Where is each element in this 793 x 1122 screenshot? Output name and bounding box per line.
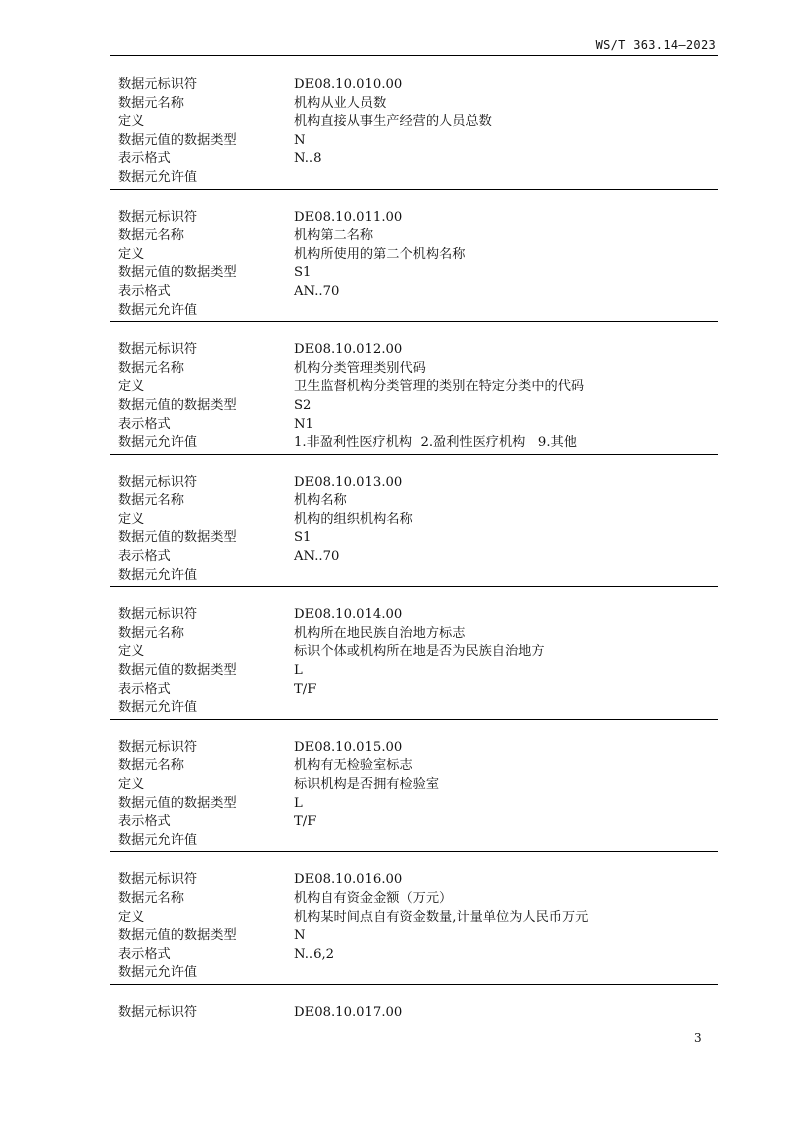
definition-value: 机构的组织机构名称: [294, 511, 413, 527]
datatype-row: [110, 662, 718, 681]
format-row: [110, 548, 718, 567]
identifier-row: [110, 606, 718, 625]
name-row: [110, 227, 718, 246]
datatype-label: 数据元值的数据类型: [118, 795, 237, 811]
name-value: 机构第二名称: [294, 228, 374, 244]
identifier-row: [110, 739, 718, 758]
datatype-value: N: [294, 928, 306, 944]
format-label: 表示格式: [118, 681, 171, 697]
allowed-row: [110, 964, 718, 983]
data-element-block: [110, 1004, 718, 1024]
identifier-value: DE08.10.015.00: [294, 739, 403, 755]
data-element-block: [110, 606, 718, 720]
allowed-label: 数据元允许值: [118, 169, 198, 185]
identifier-row: [110, 474, 718, 493]
name-value: 机构名称: [294, 493, 347, 509]
name-label: 数据元名称: [118, 890, 184, 906]
datatype-row: [110, 264, 718, 283]
format-value: N..8: [294, 151, 322, 167]
definition-label: 定义: [118, 511, 145, 527]
name-label: 数据元名称: [118, 625, 184, 641]
header-standard-code: WS/T 363.14—2023: [595, 38, 716, 52]
datatype-label: 数据元值的数据类型: [118, 530, 237, 546]
datatype-row: [110, 529, 718, 548]
identifier-label: 数据元标识符: [118, 1004, 198, 1020]
allowed-row: [110, 302, 718, 321]
allowed-label: 数据元允许值: [118, 567, 198, 583]
definition-label: 定义: [118, 114, 145, 130]
name-value: 机构自有资金金额（万元）: [294, 890, 453, 906]
identifier-label: 数据元标识符: [118, 872, 198, 888]
definition-row: [110, 909, 718, 928]
definition-value: 机构所使用的第二个机构名称: [294, 246, 466, 262]
format-label: 表示格式: [118, 283, 171, 299]
allowed-label: 数据元允许值: [118, 832, 198, 848]
identifier-value: DE08.10.012.00: [294, 342, 403, 358]
format-value: AN..70: [294, 549, 340, 565]
definition-value: 卫生监督机构分类管理的类别在特定分类中的代码: [294, 379, 585, 395]
allowed-label: 数据元允许值: [118, 965, 198, 981]
format-value: AN..70: [294, 283, 340, 299]
allowed-row: [110, 567, 718, 586]
name-label: 数据元名称: [118, 758, 184, 774]
header-rule: [110, 55, 718, 56]
datatype-value: N: [294, 132, 306, 148]
datatype-value: L: [294, 663, 303, 679]
allowed-value: [294, 567, 718, 586]
identifier-label: 数据元标识符: [118, 342, 198, 358]
data-element-block: [110, 474, 718, 588]
name-label: 数据元名称: [118, 95, 184, 111]
datatype-label: 数据元值的数据类型: [118, 132, 237, 148]
identifier-value: DE08.10.014.00: [294, 607, 403, 623]
name-row: [110, 360, 718, 379]
data-element-block: [110, 871, 718, 985]
name-value: 机构有无检验室标志: [294, 758, 413, 774]
allowed-row: [110, 832, 718, 851]
allowed-value: 1.非盈利性医疗机构 2.盈利性医疗机构 9.其他: [294, 435, 577, 451]
definition-label: 定义: [118, 644, 145, 660]
identifier-value: DE08.10.010.00: [294, 77, 403, 92]
definition-row: [110, 643, 718, 662]
data-element-block: [110, 76, 718, 190]
datatype-row: [110, 795, 718, 814]
identifier-value: DE08.10.016.00: [294, 872, 403, 888]
definition-value: 机构直接从事生产经营的人员总数: [294, 114, 492, 130]
definition-value: 机构某时间点自有资金数量,计量单位为人民币万元: [294, 909, 589, 925]
data-element-block: [110, 209, 718, 323]
allowed-value: [294, 832, 718, 851]
definition-label: 定义: [118, 246, 145, 262]
allowed-label: 数据元允许值: [118, 302, 198, 318]
datatype-label: 数据元值的数据类型: [118, 265, 237, 281]
datatype-row: [110, 397, 718, 416]
format-value: T/F: [294, 681, 317, 697]
name-value: 机构从业人员数: [294, 95, 387, 111]
definition-label: 定义: [118, 777, 145, 792]
name-label: 数据元名称: [118, 493, 184, 509]
allowed-value: [294, 302, 718, 321]
datatype-label: 数据元值的数据类型: [118, 928, 237, 944]
datatype-row: [110, 132, 718, 151]
format-row: [110, 416, 718, 435]
identifier-value: DE08.10.013.00: [294, 474, 403, 490]
allowed-value: [294, 699, 718, 718]
identifier-label: 数据元标识符: [118, 474, 198, 490]
identifier-row: [110, 209, 718, 228]
name-value: 机构所在地民族自治地方标志: [294, 625, 466, 641]
datatype-value: L: [294, 795, 303, 811]
format-value: T/F: [294, 814, 317, 830]
format-label: 表示格式: [118, 151, 171, 167]
name-row: [110, 757, 718, 776]
datatype-value: S1: [294, 530, 312, 546]
definition-label: 定义: [118, 379, 145, 395]
allowed-value: [294, 169, 718, 188]
format-row: [110, 283, 718, 302]
format-label: 表示格式: [118, 946, 171, 962]
format-row: [110, 813, 718, 832]
data-element-block: [110, 341, 718, 455]
datatype-value: S1: [294, 265, 312, 281]
allowed-row: [110, 434, 718, 453]
data-element-list: [110, 76, 718, 1043]
name-row: [110, 492, 718, 511]
name-value: 机构分类管理类别代码: [294, 360, 426, 376]
format-row: [110, 946, 718, 965]
identifier-row: [110, 1004, 718, 1023]
definition-row: [110, 113, 718, 132]
datatype-value: S2: [294, 397, 312, 413]
name-row: [110, 890, 718, 909]
identifier-value: DE08.10.017.00: [294, 1004, 403, 1020]
identifier-label: 数据元标识符: [118, 739, 198, 755]
allowed-label: 数据元允许值: [118, 700, 198, 716]
definition-value: 标识个体或机构所在地是否为民族自治地方: [294, 644, 545, 660]
name-label: 数据元名称: [118, 228, 184, 244]
identifier-row: [110, 76, 718, 95]
identifier-label: 数据元标识符: [118, 209, 198, 225]
name-row: [110, 95, 718, 114]
identifier-row: [110, 871, 718, 890]
definition-row: [110, 378, 718, 397]
definition-row: [110, 246, 718, 265]
definition-label: 定义: [118, 909, 145, 925]
format-value: N..6,2: [294, 946, 335, 962]
identifier-value: DE08.10.011.00: [294, 209, 403, 225]
format-label: 表示格式: [118, 416, 171, 432]
format-value: N1: [294, 416, 314, 432]
format-row: [110, 681, 718, 700]
data-element-block: [110, 739, 718, 853]
definition-row: [110, 511, 718, 530]
identifier-label: 数据元标识符: [118, 77, 198, 92]
datatype-label: 数据元值的数据类型: [118, 663, 237, 679]
datatype-label: 数据元值的数据类型: [118, 397, 237, 413]
datatype-row: [110, 927, 718, 946]
identifier-row: [110, 341, 718, 360]
name-row: [110, 625, 718, 644]
definition-row: [110, 776, 718, 795]
format-label: 表示格式: [118, 814, 171, 830]
definition-value: 标识机构是否拥有检验室: [294, 777, 440, 792]
allowed-value: [294, 964, 718, 983]
allowed-row: [110, 699, 718, 718]
name-label: 数据元名称: [118, 360, 184, 376]
page-number: 3: [694, 1031, 702, 1045]
allowed-row: [110, 169, 718, 188]
identifier-label: 数据元标识符: [118, 607, 198, 623]
format-label: 表示格式: [118, 549, 171, 565]
format-row: [110, 150, 718, 169]
allowed-label: 数据元允许值: [118, 435, 198, 451]
